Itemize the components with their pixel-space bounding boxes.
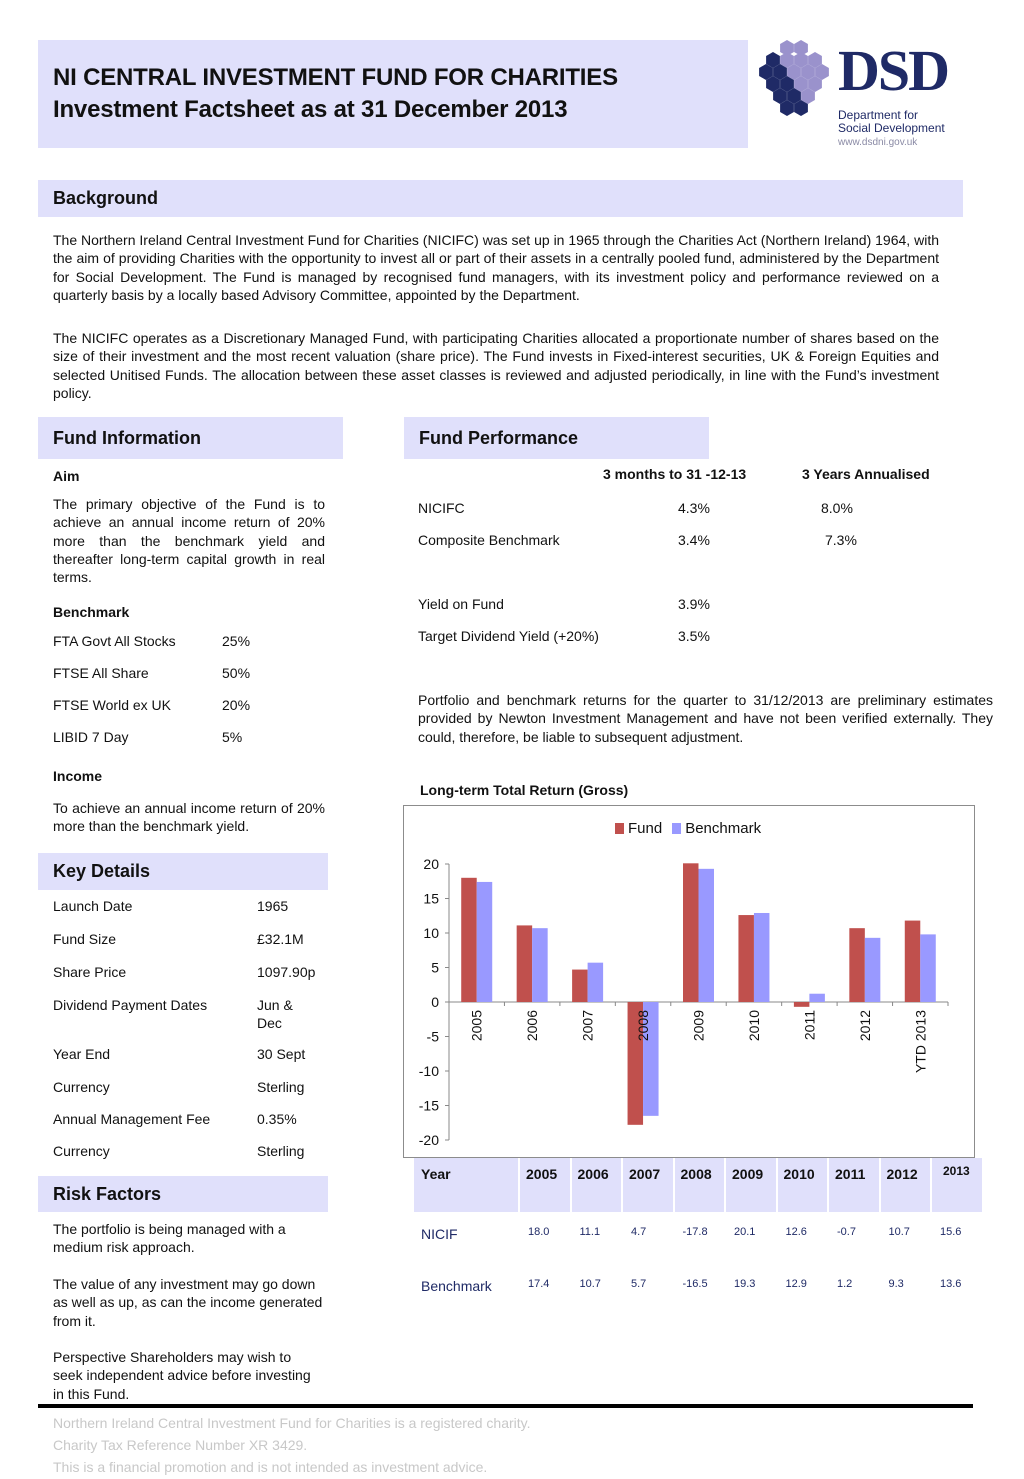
returns-cell: 5.7 (631, 1278, 647, 1290)
footer-charity-line: Northern Ireland Central Investment Fund for Charities is a registered charity. (53, 1415, 531, 1431)
benchmark-list (53, 633, 333, 761)
section-fund-information-heading: Fund Information (38, 417, 343, 459)
benchmark-bar (477, 882, 493, 1002)
returns-header-cell: 2005 (520, 1158, 570, 1212)
income-text: To achieve an annual income return of 20% more than the benchmark yield. (53, 800, 325, 835)
logo-wordmark: DSD (838, 38, 949, 103)
section-background-heading: Background (38, 180, 963, 217)
key-detail-row: Share Price 1097.90p (53, 964, 316, 980)
benchmark-bar (920, 934, 936, 1002)
returns-cell: -16.5 (682, 1278, 708, 1290)
returns-cell: 20.1 (734, 1226, 756, 1238)
key-detail-row: Year End 30 Sept (53, 1046, 306, 1062)
section-key-details-heading: Key Details (38, 853, 328, 890)
key-detail-row: Annual Management Fee 0.35% (53, 1111, 297, 1127)
risk-paragraph-2: The value of any investment may go down as well as up, as can the income generated from it. (53, 1276, 323, 1329)
benchmark-bar (699, 869, 715, 1002)
returns-cell: -17.8 (682, 1226, 708, 1238)
x-tick-label: 2009 (690, 1010, 707, 1042)
returns-cell: 1.2 (837, 1278, 853, 1290)
y-tick-label: -10 (418, 1063, 439, 1079)
returns-header-cell: 2012 (881, 1158, 931, 1212)
returns-cell: 18.0 (528, 1226, 550, 1238)
perf-row-target-yield: Target Dividend Yield (+20%) 3.5% (418, 628, 710, 644)
y-tick-label: -20 (418, 1132, 439, 1148)
income-label: Income (53, 768, 103, 784)
fund-bar (794, 1002, 810, 1007)
key-details-list (53, 898, 333, 1175)
x-tick-label: YTD 2013 (912, 1010, 929, 1074)
benchmark-row: FTSE All Share 50% (53, 665, 251, 681)
fund-bar (461, 878, 477, 1002)
background-paragraph-2: The NICIFC operates as a Discretionary Managed Fund, with participating Charities allocated a proportionate number of shares based on the size of their investment and the most recent valuation (share price). The Fund invests in Fixed-interest securities, UK & Foreign Equities and selected Unitised Funds. The allocation between these asset classes is reviewed and adjusted periodically, in line with the Fund’s investment policy. (53, 330, 939, 401)
benchmark-bar (809, 994, 825, 1002)
performance-note: Portfolio and benchmark returns for the quarter to 31/12/2013 are preliminary estimates provided by Newton Investment Management and have not been verified externally. They could, therefore, be liable to subsequent adjustment. (418, 692, 993, 745)
returns-cell: 11.1 (579, 1226, 601, 1238)
returns-header-cell: 2006 (572, 1158, 622, 1212)
fund-bar (905, 921, 921, 1002)
returns-cell: 13.6 (940, 1278, 962, 1290)
key-detail-row: Fund Size £32.1M (53, 931, 304, 947)
y-tick-label: 20 (423, 856, 439, 872)
returns-header-cell: 2008 (675, 1158, 725, 1212)
perf-col-3-months: 3 months to 31 -12-13 (603, 466, 747, 482)
chart-title: Long-term Total Return (Gross) (420, 782, 629, 798)
returns-cell: 12.9 (785, 1278, 807, 1290)
fund-bar (517, 925, 532, 1002)
y-tick-label: 0 (431, 994, 439, 1010)
benchmark-bar (865, 938, 881, 1002)
perf-row-benchmark: Composite Benchmark 3.4% 7.3% (418, 532, 857, 548)
y-tick-label: 15 (423, 890, 439, 907)
benchmark-bar (588, 963, 604, 1002)
y-tick-label: 5 (431, 959, 439, 976)
x-tick-label: 2010 (745, 1010, 762, 1042)
benchmark-row: FTSE World ex UK 20% (53, 697, 251, 713)
perf-row-yield: Yield on Fund 3.9% (418, 596, 710, 612)
fund-bar (572, 970, 588, 1002)
logo-url: www.dsdni.gov.uk (838, 137, 918, 148)
y-tick-label: -5 (426, 1028, 439, 1045)
key-detail-row: Launch Date 1965 (53, 898, 289, 914)
title-banner (38, 40, 748, 148)
returns-row-label: NICIF (421, 1226, 458, 1242)
benchmark-row: LIBID 7 Day 5% (53, 729, 243, 745)
returns-row-label: Benchmark (421, 1278, 492, 1294)
x-tick-label: 2011 (801, 1010, 818, 1041)
returns-cell: 12.6 (785, 1226, 807, 1238)
risk-paragraph-1: The portfolio is being managed with a medium risk approach. (53, 1221, 286, 1256)
aim-label: Aim (53, 468, 80, 484)
returns-header-cell: 2010 (778, 1158, 828, 1212)
benchmark-bar (754, 913, 770, 1002)
returns-header-year: Year (414, 1158, 518, 1212)
returns-table (414, 1158, 986, 1398)
returns-header-cell: 2007 (623, 1158, 673, 1212)
section-risk-factors-heading: Risk Factors (38, 1176, 328, 1212)
background-paragraph-1: The Northern Ireland Central Investment Fund for Charities (NICIFC) was set up in 1965 through the Charities Act (Northern Ireland) 1964, with the aim of providing Charities with the opportunity to invest all or part of their assets in a centrally pooled fund, administered by the Department for Social Development. The Fund is managed by recognised fund managers, with its investment policy and performance reviewed on a quarterly basis by a locally based Advisory Committee, appointed by the Department. (53, 232, 939, 303)
perf-row-nicifc: NICIFC 4.3% 8.0% (418, 500, 853, 516)
returns-cell: 9.3 (888, 1278, 904, 1290)
fund-bar (849, 928, 865, 1002)
y-tick-label: -15 (418, 1097, 439, 1114)
page-title: NI CENTRAL INVESTMENT FUND FOR CHARITIES (53, 64, 618, 91)
risk-paragraph-3: Perspective Shareholders may wish to seek independent advice before investing in this Fund. (53, 1349, 311, 1402)
x-tick-label: 2005 (468, 1010, 485, 1042)
hexagon-cluster-icon (757, 40, 832, 120)
key-detail-row: Currency Sterling (53, 1143, 305, 1159)
page-subtitle: Investment Factsheet as at 31 December 2013 (53, 96, 568, 123)
returns-cell: 17.4 (528, 1278, 550, 1290)
fund-bar (683, 863, 699, 1002)
returns-cell: -0.7 (837, 1226, 856, 1238)
aim-text: The primary objective of the Fund is to achieve an annual income return of 20% more than the benchmark yield and thereafter long-term capital growth in real terms. (53, 496, 325, 586)
returns-cell: 19.3 (734, 1278, 756, 1290)
returns-cell: 10.7 (888, 1226, 910, 1238)
y-tick-label: 10 (423, 925, 439, 941)
x-tick-label: 2006 (524, 1010, 541, 1042)
key-detail-row: Currency Sterling (53, 1079, 305, 1095)
benchmark-bar (532, 928, 548, 1002)
benchmark-row: FTA Govt All Stocks 25% (53, 633, 251, 649)
returns-header-cell: 2009 (726, 1158, 776, 1212)
returns-table-header (414, 1158, 986, 1212)
fund-bar (738, 915, 754, 1002)
perf-col-3-years: 3 Years Annualised (802, 466, 930, 482)
bar-chart (403, 805, 975, 1158)
x-tick-label: 2007 (579, 1010, 596, 1042)
key-detail-row: Dividend Payment Dates Jun & Dec (53, 997, 293, 1031)
returns-header-cell: 2013 (932, 1158, 982, 1212)
x-tick-label: 2012 (856, 1010, 873, 1042)
chart-legend: Fund Benchmark (615, 820, 761, 837)
returns-header-cell: 2011 (829, 1158, 879, 1212)
returns-cell: 10.7 (579, 1278, 601, 1290)
x-tick-label: 2008 (635, 1010, 652, 1042)
returns-cell: 15.6 (940, 1226, 962, 1238)
footer-divider (38, 1404, 973, 1408)
section-fund-performance-heading: Fund Performance (404, 417, 709, 459)
benchmark-label: Benchmark (53, 604, 130, 620)
logo-department-name: Department for Social Development (838, 108, 945, 135)
footer-tax-line: Charity Tax Reference Number XR 3429. (53, 1437, 308, 1453)
footer-disclaimer-line: This is a financial promotion and is not intended as investment advice. (53, 1459, 488, 1475)
returns-cell: 4.7 (631, 1226, 647, 1238)
